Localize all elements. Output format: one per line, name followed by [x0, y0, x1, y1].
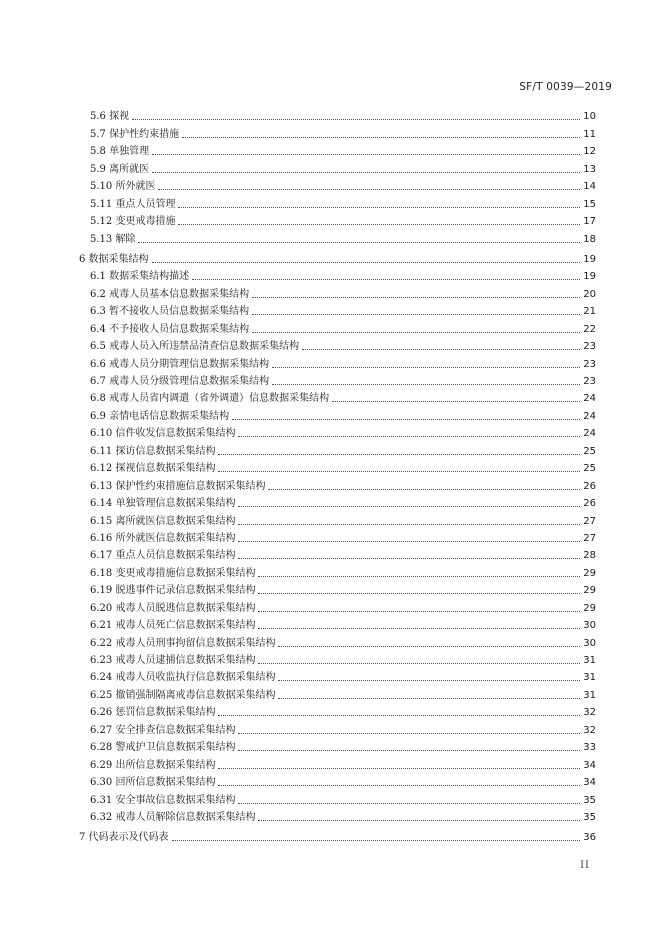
toc-entry-page: 32	[583, 707, 596, 719]
toc-entry-title: 5.10 所外就医	[90, 181, 156, 193]
toc-dot-leader	[238, 506, 580, 507]
toc-entry-page: 27	[583, 515, 596, 527]
toc-dot-leader	[218, 768, 580, 769]
toc-entry-title: 6.12 探视信息数据采集结构	[90, 463, 216, 475]
toc-entry-page: 33	[583, 742, 596, 754]
toc-entry-page: 36	[583, 832, 596, 844]
toc-entry-title: 6.27 安全排查信息数据采集结构	[90, 724, 236, 736]
toc-entry-title: 5.13 解除	[90, 233, 136, 245]
toc-entry[interactable]	[79, 737, 596, 754]
toc-dot-leader	[258, 628, 580, 629]
toc-entry-page: 27	[583, 532, 596, 544]
toc-entry[interactable]	[79, 211, 596, 228]
toc-dot-leader	[172, 840, 580, 841]
toc-entry[interactable]	[79, 106, 596, 123]
toc-dot-leader	[238, 803, 580, 804]
toc-dot-leader	[152, 154, 580, 155]
toc-entry-page: 18	[583, 233, 596, 245]
toc-entry-title: 5.8 单独管理	[90, 146, 150, 158]
toc-entry[interactable]	[79, 336, 596, 353]
toc-dot-leader	[238, 750, 580, 751]
toc-entry[interactable]	[79, 158, 596, 175]
toc-entry-title: 6.4 不予接收人员信息数据采集结构	[90, 323, 250, 335]
toc-entry[interactable]	[79, 141, 596, 158]
standard-number-header: SF/T 0039—2019	[519, 81, 612, 93]
toc-entry-title: 6.24 戒毒人员收监执行信息数据采集结构	[90, 672, 276, 684]
toc-dot-leader	[258, 576, 580, 577]
toc-dot-leader	[332, 401, 580, 402]
toc-entry-title: 6.29 出所信息数据采集结构	[90, 759, 216, 771]
toc-entry-page: 24	[583, 393, 596, 405]
toc-entry-page: 23	[583, 376, 596, 387]
toc-entry[interactable]	[79, 440, 596, 457]
toc-entry-title: 6.31 安全事故信息数据采集结构	[90, 794, 236, 806]
toc-entry-title: 6.10 信件收发信息数据采集结构	[90, 428, 236, 440]
toc-entry[interactable]	[79, 123, 596, 140]
toc-entry[interactable]	[79, 510, 596, 527]
toc-entry-page: 12	[583, 146, 596, 158]
toc-entry[interactable]	[79, 423, 596, 440]
toc-dot-leader	[232, 419, 580, 420]
toc-entry-title: 6.22 戒毒人员刑事拘留信息数据采集结构	[90, 637, 276, 649]
toc-entry-page: 23	[583, 358, 596, 370]
toc-entry-title: 6.20 戒毒人员脱逃信息数据采集结构	[90, 602, 256, 614]
toc-entry[interactable]	[79, 301, 596, 318]
toc-dot-leader	[132, 119, 580, 120]
toc-entry[interactable]	[79, 353, 596, 370]
toc-entry-title: 7 代码表示及代码表	[79, 832, 169, 844]
toc-dot-leader	[252, 297, 580, 298]
toc-entry[interactable]	[79, 528, 596, 545]
toc-entry[interactable]	[79, 754, 596, 771]
toc-entry-title: 6.23 戒毒人员逮捕信息数据采集结构	[90, 655, 256, 666]
toc-entry-page: 35	[583, 811, 596, 823]
toc-entry[interactable]	[79, 388, 596, 405]
toc-entry[interactable]	[79, 562, 596, 579]
toc-dot-leader	[218, 715, 580, 716]
toc-entry[interactable]	[79, 371, 596, 388]
toc-entry-title: 6.7 戒毒人员分级管理信息数据采集结构	[90, 376, 270, 387]
toc-entry-page: 29	[583, 585, 596, 597]
toc-entry-title: 6.16 所外就医信息数据采集结构	[90, 532, 236, 544]
toc-entry[interactable]	[79, 458, 596, 475]
toc-entry-page: 30	[583, 620, 596, 632]
toc-entry-title: 5.9 离所就医	[90, 163, 150, 175]
toc-dot-leader	[218, 785, 580, 786]
toc-entry[interactable]	[79, 684, 596, 701]
toc-entry-title: 6.5 戒毒人员入所违禁品清查信息数据采集结构	[90, 341, 300, 353]
toc-dot-leader	[238, 558, 580, 559]
toc-entry[interactable]	[79, 493, 596, 510]
toc-entry-title: 6 数据采集结构	[79, 253, 149, 265]
toc-entry-page: 11	[583, 128, 596, 140]
toc-entry-page: 32	[583, 724, 596, 736]
toc-dot-leader	[178, 207, 580, 208]
toc-dot-leader	[252, 314, 580, 315]
toc-entry-page: 29	[583, 567, 596, 579]
toc-dot-leader	[158, 189, 580, 190]
toc-dot-leader	[278, 646, 580, 647]
toc-entry[interactable]	[79, 632, 596, 649]
toc-dot-leader	[152, 262, 580, 263]
toc-entry[interactable]	[79, 405, 596, 422]
toc-dot-leader	[258, 611, 580, 612]
toc-dot-leader	[258, 820, 580, 821]
toc-entry-title: 6.6 戒毒人员分期管理信息数据采集结构	[90, 358, 270, 370]
toc-entry-page: 35	[583, 794, 596, 806]
toc-entry-title: 6.26 惩罚信息数据采集结构	[90, 707, 216, 719]
toc-entry-page: 26	[583, 480, 596, 492]
toc-entry[interactable]	[79, 193, 596, 210]
toc-entry-title: 6.8 戒毒人员省内调遣（省外调遣）信息数据采集结构	[90, 393, 330, 405]
toc-entry[interactable]	[79, 597, 596, 614]
toc-dot-leader	[192, 279, 580, 280]
toc-entry[interactable]	[79, 228, 596, 245]
toc-dot-leader	[278, 698, 580, 699]
toc-entry-title: 6.17 重点人员信息数据采集结构	[90, 550, 236, 562]
toc-entry[interactable]	[79, 667, 596, 684]
toc-entry-title: 6.32 戒毒人员解除信息数据采集结构	[90, 811, 256, 823]
toc-dot-leader	[182, 137, 580, 138]
toc-dot-leader	[218, 471, 580, 472]
toc-entry-title: 6.3 暂不接收人员信息数据采集结构	[90, 306, 250, 318]
toc-entry-title: 5.12 变更戒毒措施	[90, 216, 176, 228]
toc-entry[interactable]	[79, 249, 596, 266]
toc-entry-title: 6.30 回所信息数据采集结构	[90, 777, 216, 789]
toc-entry-page: 10	[583, 111, 596, 123]
toc-entry[interactable]	[79, 475, 596, 492]
toc-entry-page: 22	[583, 323, 596, 335]
toc-entry-title: 6.1 数据采集结构描述	[90, 271, 190, 283]
toc-dot-leader	[178, 224, 580, 225]
toc-entry-title: 6.15 离所就医信息数据采集结构	[90, 515, 236, 527]
toc-entry-page: 17	[583, 216, 596, 228]
toc-entry-title: 6.25 撤销强制隔离戒毒信息数据采集结构	[90, 689, 276, 701]
toc-entry-title: 5.7 保护性约束措施	[90, 128, 180, 140]
toc-entry-page: 21	[583, 306, 596, 318]
toc-dot-leader	[258, 593, 580, 594]
toc-entry-title: 5.11 重点人员管理	[90, 198, 176, 210]
toc-entry-title: 6.21 戒毒人员死亡信息数据采集结构	[90, 620, 256, 632]
toc-entry-page: 15	[583, 198, 596, 210]
toc-entry-title: 6.11 探访信息数据采集结构	[90, 445, 216, 457]
toc-entry[interactable]	[79, 650, 596, 667]
toc-entry-page: 28	[583, 550, 596, 562]
toc-entry[interactable]	[79, 827, 596, 844]
toc-entry-page: 25	[583, 445, 596, 457]
toc-entry-title: 6.9 亲情电话信息数据采集结构	[90, 410, 230, 422]
toc-entry[interactable]	[79, 283, 596, 300]
page-number: II	[580, 860, 590, 871]
toc-dot-leader	[238, 436, 580, 437]
toc-entry-title: 6.2 戒毒人员基本信息数据采集结构	[90, 288, 250, 300]
toc-entry-page: 25	[583, 463, 596, 475]
toc-dot-leader	[138, 242, 580, 243]
toc-entry-page: 19	[583, 253, 596, 265]
toc-dot-leader	[268, 489, 580, 490]
toc-dot-leader	[238, 541, 580, 542]
toc-entry-title: 6.18 变更戒毒措施信息数据采集结构	[90, 567, 256, 579]
toc-entry-title: 6.28 警戒护卫信息数据采集结构	[90, 742, 236, 754]
toc-entry[interactable]	[79, 719, 596, 736]
toc-entry[interactable]	[79, 318, 596, 335]
toc-entry-title: 5.6 探视	[90, 111, 130, 123]
toc-entry-page: 31	[583, 672, 596, 684]
toc-entry[interactable]	[79, 266, 596, 283]
toc-entry-page: 26	[583, 498, 596, 510]
toc-entry-page: 31	[583, 655, 596, 666]
toc-entry-page: 24	[583, 428, 596, 440]
toc-entry-page: 34	[583, 777, 596, 789]
toc-dot-leader	[272, 367, 580, 368]
toc-entry-page: 29	[583, 602, 596, 614]
toc-dot-leader	[238, 733, 580, 734]
toc-entry-page: 31	[583, 689, 596, 701]
toc-dot-leader	[302, 349, 580, 350]
toc-entry-page: 30	[583, 637, 596, 649]
toc-entry-title: 6.14 单独管理信息数据采集结构	[90, 498, 236, 510]
toc-entry-page: 14	[583, 181, 596, 193]
toc-entry[interactable]	[79, 807, 596, 824]
toc-entry-page: 20	[583, 288, 596, 300]
toc-dot-leader	[218, 454, 580, 455]
toc-entry-page: 13	[583, 163, 596, 175]
toc-entry-title: 6.13 保护性约束措施信息数据采集结构	[90, 480, 266, 492]
toc-entry-page: 34	[583, 759, 596, 771]
toc-entry-title: 6.19 脱逃事件记录信息数据采集结构	[90, 585, 256, 597]
table-of-contents	[79, 106, 596, 844]
toc-dot-leader	[152, 172, 580, 173]
toc-entry[interactable]	[79, 176, 596, 193]
toc-entry[interactable]	[79, 615, 596, 632]
toc-entry-page: 19	[583, 271, 596, 283]
toc-dot-leader	[278, 680, 580, 681]
toc-entry[interactable]	[79, 545, 596, 562]
toc-entry[interactable]	[79, 580, 596, 597]
toc-entry[interactable]	[79, 789, 596, 806]
toc-dot-leader	[252, 332, 580, 333]
toc-entry-page: 23	[583, 341, 596, 353]
toc-dot-leader	[258, 663, 580, 664]
toc-dot-leader	[238, 524, 580, 525]
toc-entry-page: 24	[583, 410, 596, 422]
toc-entry[interactable]	[79, 772, 596, 789]
toc-dot-leader	[272, 384, 580, 385]
toc-entry[interactable]	[79, 702, 596, 719]
